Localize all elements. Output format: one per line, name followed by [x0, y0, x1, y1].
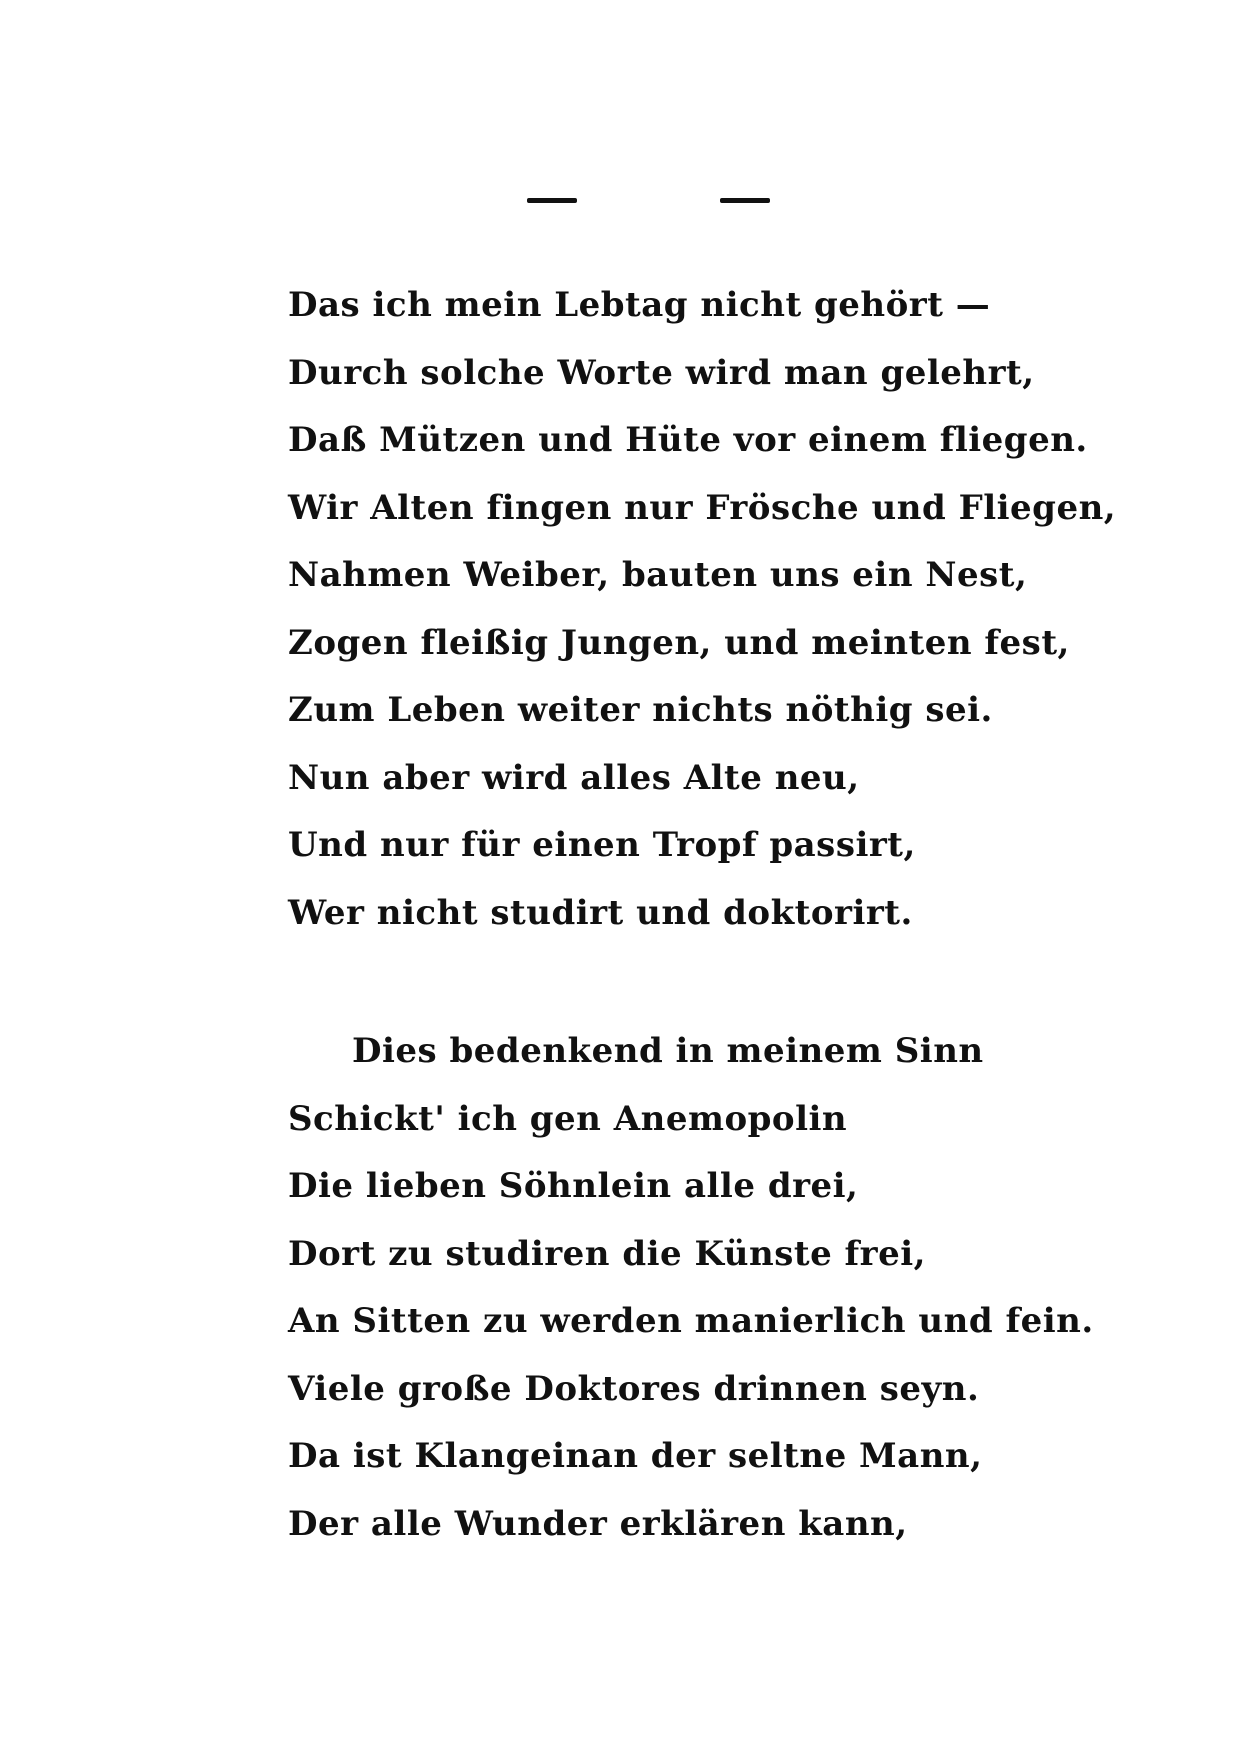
verse-line: Zogen fleißig Jungen, und meinten fest, — [288, 622, 1070, 663]
verse-line: Viele große Doktores drinnen seyn. — [288, 1368, 980, 1409]
verse-line: Wir Alten fingen nur Frösche und Fliegen, — [288, 487, 1117, 528]
verse-line: Nun aber wird alles Alte neu, — [288, 757, 860, 798]
stanza-2 — [288, 1018, 1094, 1558]
verse-line: Daß Mützen und Hüte vor einem fliegen. — [288, 420, 1088, 460]
verse-line: Dort zu studiren die Künste frei, — [288, 1233, 926, 1274]
stanza-1 — [288, 272, 1116, 947]
verse-line: Durch solche Worte wird man gelehrt, — [288, 352, 1035, 393]
verse-line: Das ich mein Lebtag nicht gehört — — [288, 285, 991, 325]
verse-line: Dies bedenkend in meinem Sinn — [352, 1031, 984, 1071]
verse-line: Nahmen Weiber, bauten uns ein Nest, — [288, 555, 1028, 595]
verse-line: Der alle Wunder erklären kann, — [288, 1503, 908, 1544]
verse-line: Wer nicht studirt und doktorirt. — [288, 892, 913, 933]
verse-line: Zum Leben weiter nichts nöthig sei. — [288, 690, 993, 730]
header-dash-left — [527, 198, 577, 203]
header-dash-right — [720, 198, 770, 203]
page-header-dashes — [0, 198, 1241, 210]
verse-line: Da ist Klangeinan der seltne Mann, — [288, 1436, 983, 1476]
verse-line: Und nur für einen Tropf passirt, — [288, 825, 916, 865]
verse-line: An Sitten zu werden manierlich und fein. — [288, 1301, 1094, 1341]
verse-line: Die lieben Söhnlein alle drei, — [288, 1166, 859, 1206]
verse-line: Schickt' ich gen Anemopolin — [288, 1098, 848, 1139]
